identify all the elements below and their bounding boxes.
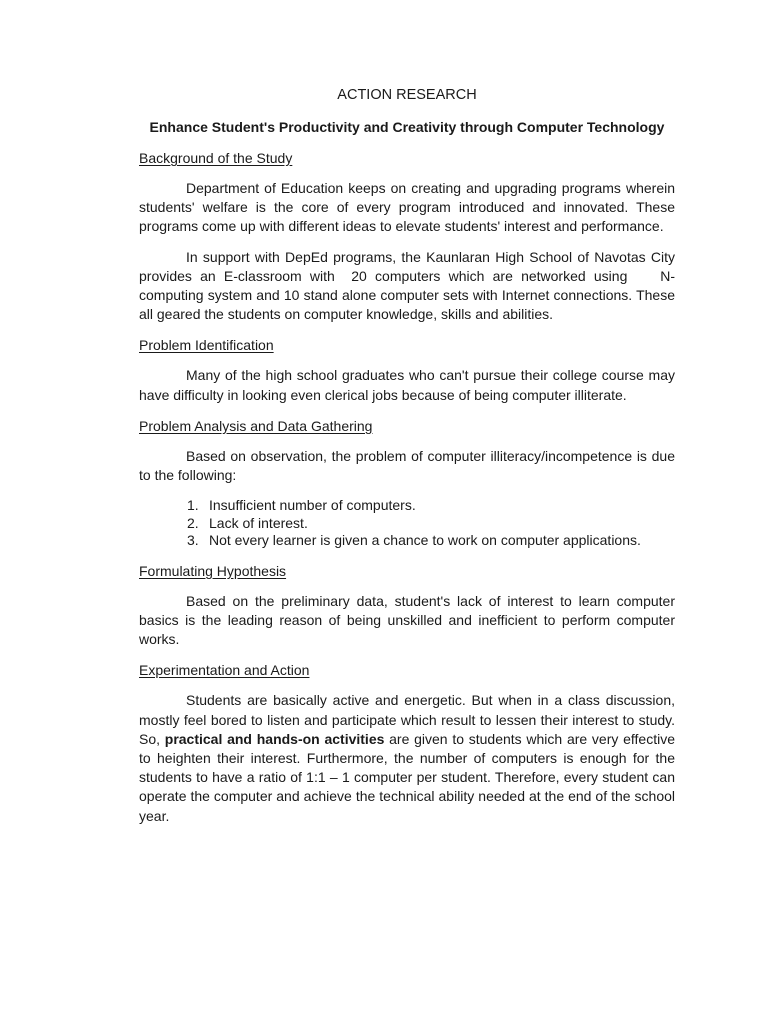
- problem-causes-list: [139, 497, 675, 550]
- document-title: ACTION RESEARCH: [337, 87, 477, 103]
- document-subtitle: Enhance Student's Productivity and Creativity through Computer Technology: [149, 119, 665, 135]
- list-item-text: Lack of interest.: [209, 514, 308, 531]
- heading-problem-analysis: Problem Analysis and Data Gathering: [139, 417, 373, 434]
- list-item: [139, 497, 675, 515]
- background-paragraph-1: Department of Education keeps on creating and upgrading programs wherein students' welfare is the core of every program introduced and innovated. These programs come up with different ideas to elevate students' interest and performance.: [139, 180, 675, 235]
- list-item-number: 3.: [187, 532, 199, 549]
- heading-experimentation: Experimentation and Action: [139, 662, 310, 679]
- heading-hypothesis: Formulating Hypothesis: [139, 562, 287, 579]
- experimentation-paragraph: [139, 691, 675, 825]
- problem-identification-paragraph: Many of the high school graduates who can't pursue their college course may have difficulty in looking even clerical jobs because of being computer illiterate.: [139, 367, 675, 403]
- list-item-number: 2.: [187, 514, 199, 531]
- list-item: [139, 515, 675, 533]
- list-item: [139, 532, 675, 550]
- hypothesis-paragraph: Based on the preliminary data, student's lack of interest to learn computer basics is the leading reason of being unskilled and inefficient to perform computer works.: [139, 592, 675, 648]
- experimentation-text-bold: practical and hands-on activities: [164, 730, 385, 747]
- list-item-text: Insufficient number of computers.: [209, 497, 416, 514]
- background-paragraph-2: In support with DepEd programs, the Kaunlaran High School of Navotas City provides an E-classroom with 20 computers which are networked using N-computing system and 10 stand alone computer sets with Internet connections. These all geared the students on computer knowledge, skills and abilities.: [139, 248, 679, 323]
- document-page: [139, 86, 679, 826]
- heading-background: Background of the Study: [139, 150, 293, 166]
- list-item-text: Not every learner is given a chance to work on computer applications.: [209, 532, 641, 549]
- list-item-number: 1.: [187, 497, 199, 514]
- heading-problem-identification: Problem Identification: [139, 337, 274, 354]
- problem-analysis-paragraph: Based on observation, the problem of computer illiteracy/incompetence is due to the following:: [139, 447, 675, 484]
- experimentation-text-after: are given to students which are very effective to heighten their interest. Furthermore, the number of computers is enough for the students to have a ratio of 1:1 – 1 computer per student. Therefore, every student can operate the computer and achieve the technical ability needed at the end of the school year.: [139, 730, 676, 824]
- experimentation-text-before: Students are basically active and energetic. But when in a class discussion, mostly feel bored to listen and participate which result to lessen their interest to study. So,: [139, 692, 675, 747]
